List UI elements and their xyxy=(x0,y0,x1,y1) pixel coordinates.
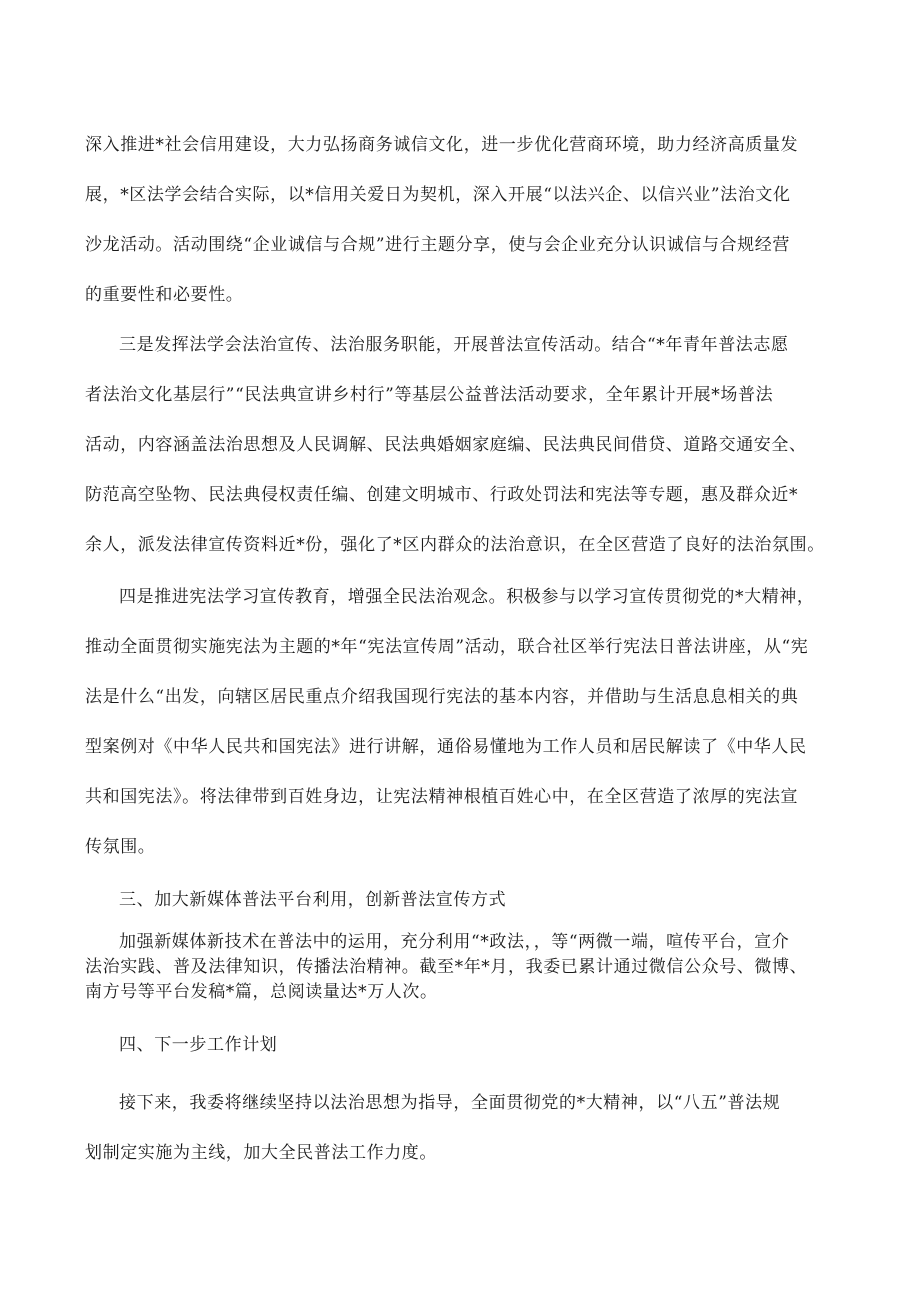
text-line: 防范高空坠物、民法典侵权责任编、创建文明城市、行政处罚法和宪法等专题，惠及群众近* xyxy=(85,485,799,505)
section-heading-text: 四、下一步工作计划 xyxy=(119,1035,278,1055)
text-line: 三是发挥法学会法治宣传、法治服务职能，开展普法宣传活动。结合“*年青年普法志愿 xyxy=(119,335,789,355)
text-line: 活动，内容涵盖法治思想及人民调解、民法典婚姻家庭编、民法典民间借贷、道路交通安全、 xyxy=(85,435,807,455)
paragraph-credit-salon xyxy=(85,120,853,320)
paragraph-third-point xyxy=(85,320,853,570)
text-line: 展，*区法学会结合实际，以*信用关爱日为契机，深入开展“以法兴企、以信兴业”法治文化 xyxy=(85,185,791,205)
paragraph-new-media xyxy=(85,930,853,1005)
paragraph-next-plan xyxy=(85,1078,853,1178)
section-heading-four xyxy=(85,1020,853,1070)
text-line: 南方号等平台发稿*篇，总阅读量达*万人次。 xyxy=(85,982,438,1002)
section-heading-text: 三、加大新媒体普法平台利用，创新普法宣传方式 xyxy=(119,890,507,910)
text-line: 共和国宪法》。将法律带到百姓身边，让宪法精神根植百姓心中，在全区营造了浓厚的宪法宣 xyxy=(85,787,799,807)
text-line: 者法治文化基层行”“民法典宣讲乡村行”等基层公益普法活动要求，全年累计开展*场普法 xyxy=(85,385,774,405)
text-line: 划制定实施为主线，加大全民普法工作力度。 xyxy=(85,1143,437,1163)
text-line: 接下来，我委将继续坚持以法治思想为指导，全面贯彻党的*大精神，以“八五”普法规 xyxy=(119,1093,781,1113)
text-line: 传氛围。 xyxy=(85,837,156,857)
paragraph-fourth-point xyxy=(85,572,853,872)
text-line: 法治实践、普及法律知识，传播法治精神。截至*年*月，我委已累计通过微信公众号、微博、 xyxy=(85,957,808,977)
text-line: 加强新媒体新技术在普法中的运用，充分利用“*政法，，等“两微一端，喧传平台，宣介 xyxy=(119,932,790,952)
section-heading-three xyxy=(85,875,853,925)
text-line: 余人，派发法律宣传资料近*份，强化了*区内群众的法治意识，在全区营造了良好的法治氛围。 xyxy=(85,535,825,555)
text-line: 四是推进宪法学习宣传教育，增强全民法治观念。积极参与以学习宣传贯彻党的*大精神， xyxy=(119,587,815,607)
text-line: 型案例对《中华人民共和国宪法》进行讲解，通俗易懂地为工作人员和居民解读了《中华人民 xyxy=(85,737,807,757)
text-line: 推动全面贯彻实施宪法为主题的*年“宪法宣传周”活动，联合社区举行宪法日普法讲座，从“宪 xyxy=(85,637,809,657)
text-line: 法是什么“出发，向辖区居民重点介绍我国现行宪法的基本内容，并借助与生活息息相关的典 xyxy=(85,687,799,707)
text-line: 深入推进*社会信用建设，大力弘扬商务诚信文化，进一步优化营商环境，助力经济高质量发 xyxy=(85,135,799,155)
text-line: 沙龙活动。活动围绕“企业诚信与合规”进行主题分享，使与会企业充分认识诚信与合规经营 xyxy=(85,235,790,255)
text-line: 的重要性和必要性。 xyxy=(85,285,244,305)
